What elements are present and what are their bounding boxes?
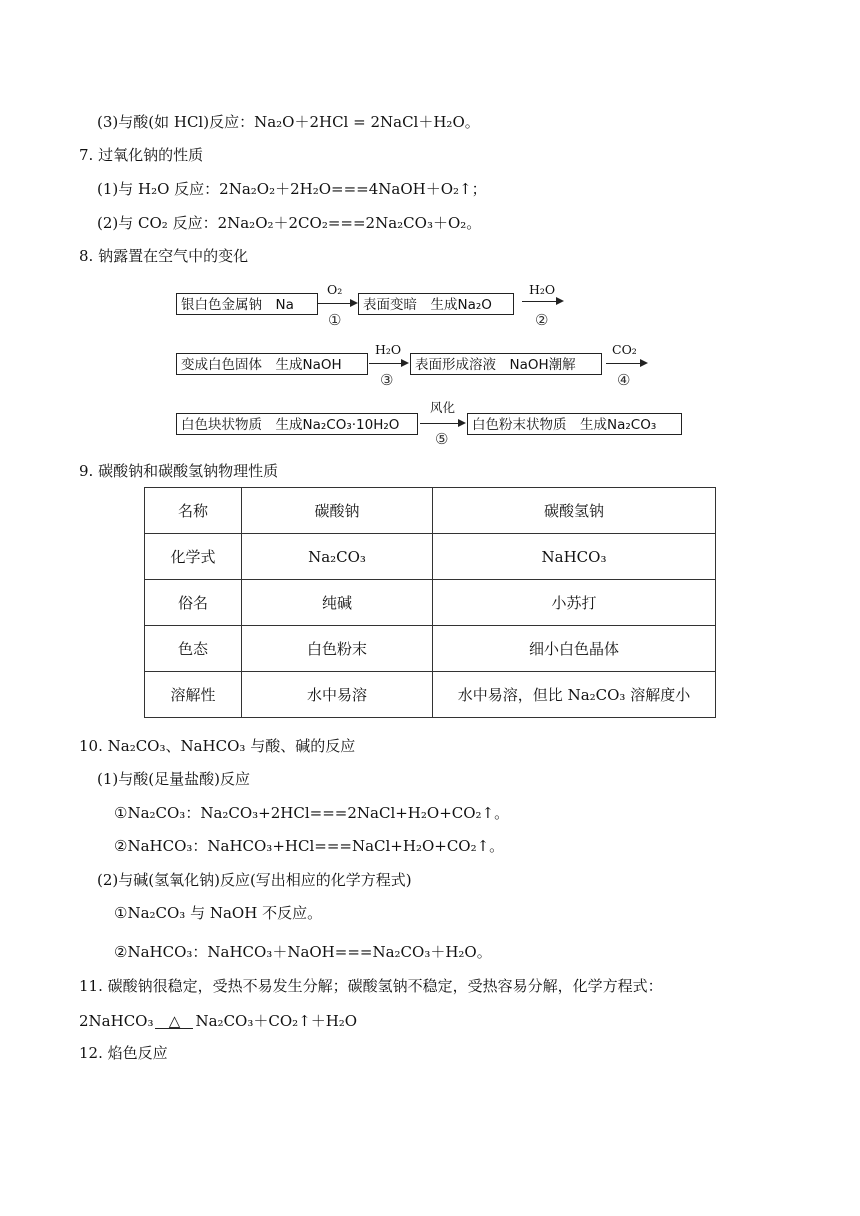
flow-box-surface-solution: 表面形成溶液 NaOH潮解 [410, 353, 602, 375]
nahco3-acid-equation: ②NaHCO₃：NaHCO₃+HCl===NaCl+H₂O+CO₂↑。 [114, 837, 505, 855]
section-10-heading: 10. Na₂CO₃、NaHCO₃ 与酸、碱的反应 [79, 737, 356, 755]
equation-products: Na₂CO₃＋CO₂↑＋H₂O [195, 1012, 358, 1030]
nahco3-decomposition-equation [79, 1011, 357, 1031]
flow-arrow-1 [318, 303, 356, 304]
flow-arrow4-step: ④ [617, 371, 631, 389]
table-header-cell: 名称 [145, 488, 242, 534]
table-header-cell: 碳酸钠 [242, 488, 433, 534]
flow-arrow1-step: ① [328, 311, 342, 329]
flow-box-white-lump: 白色块状物质 生成Na₂CO₃·10H₂O [176, 413, 418, 435]
flow-box-sodium-metal: 银白色金属钠 Na [176, 293, 318, 315]
table-cell: 纯碱 [242, 580, 433, 626]
flow-arrow5-condition: 风化 [430, 400, 456, 415]
section-7-heading: 7. 过氧化钠的性质 [79, 146, 204, 164]
table-cell: 色态 [145, 626, 242, 672]
na2co3-base-note: ①Na₂CO₃ 与 NaOH 不反应。 [114, 904, 323, 922]
heat-delta-icon: △ [153, 1011, 195, 1031]
na2o-acid-reaction: (3)与酸(如 HCl)反应：Na₂O＋2HCl = 2NaCl＋H₂O。 [97, 113, 480, 131]
section-11-text: 11. 碳酸钠很稳定，受热不易发生分解；碳酸氢钠不稳定，受热容易分解，化学方程式： [79, 977, 663, 995]
acid-reaction-subheading: (1)与酸(足量盐酸)反应 [97, 770, 250, 788]
flow-box-surface-darkens: 表面变暗 生成Na₂O [358, 293, 514, 315]
table-cell: Na₂CO₃ [242, 534, 433, 580]
nahco3-base-equation: ②NaHCO₃：NaHCO₃＋NaOH===Na₂CO₃＋H₂O。 [114, 943, 492, 961]
flow-arrow4-reagent: CO₂ [612, 342, 637, 357]
equation-reactant: 2NaHCO₃ [79, 1012, 154, 1030]
base-reaction-subheading: (2)与碱(氢氧化钠)反应(写出相应的化学方程式) [97, 871, 412, 889]
section-12-heading: 12. 焰色反应 [79, 1044, 168, 1062]
table-cell: 水中易溶，但比 Na₂CO₃ 溶解度小 [433, 672, 716, 718]
flow-arrow1-reagent: O₂ [327, 282, 343, 297]
flow-box-white-powder: 白色粉末状物质 生成Na₂CO₃ [467, 413, 682, 435]
table-row [145, 626, 716, 672]
table-cell: 溶解性 [145, 672, 242, 718]
flow-arrow2-step: ② [535, 311, 549, 329]
table-row [145, 534, 716, 580]
flow-arrow2-reagent: H₂O [529, 282, 556, 297]
table-header-row [145, 488, 716, 534]
flow-arrow3-reagent: H₂O [375, 342, 402, 357]
flow-box-white-solid: 变成白色固体 生成NaOH [176, 353, 368, 375]
table-header-cell: 碳酸氢钠 [433, 488, 716, 534]
table-cell: 细小白色晶体 [433, 626, 716, 672]
table-row [145, 580, 716, 626]
na2o2-co2-reaction: (2)与 CO₂ 反应：2Na₂O₂＋2CO₂===2Na₂CO₃＋O₂。 [97, 214, 482, 232]
flow-arrow-2 [522, 301, 562, 302]
table-cell: NaHCO₃ [433, 534, 716, 580]
section-8-heading: 8. 钠露置在空气中的变化 [79, 247, 249, 265]
table-cell: 俗名 [145, 580, 242, 626]
table-row [145, 672, 716, 718]
flow-arrow3-step: ③ [380, 371, 394, 389]
flow-arrow-3 [369, 363, 407, 364]
section-9-heading: 9. 碳酸钠和碳酸氢钠物理性质 [79, 462, 279, 480]
na2o2-water-reaction: (1)与 H₂O 反应：2Na₂O₂＋2H₂O===4NaOH＋O₂↑； [97, 180, 487, 198]
na2co3-acid-equation: ①Na₂CO₃：Na₂CO₃+2HCl===2NaCl+H₂O+CO₂↑。 [114, 804, 510, 822]
table-cell: 化学式 [145, 534, 242, 580]
flow-arrow5-step: ⑤ [435, 430, 449, 448]
flow-arrow-5 [420, 423, 464, 424]
carbonate-properties-table [144, 487, 716, 718]
table-cell: 水中易溶 [242, 672, 433, 718]
flow-arrow-4 [606, 363, 646, 364]
table-cell: 小苏打 [433, 580, 716, 626]
table-cell: 白色粉末 [242, 626, 433, 672]
